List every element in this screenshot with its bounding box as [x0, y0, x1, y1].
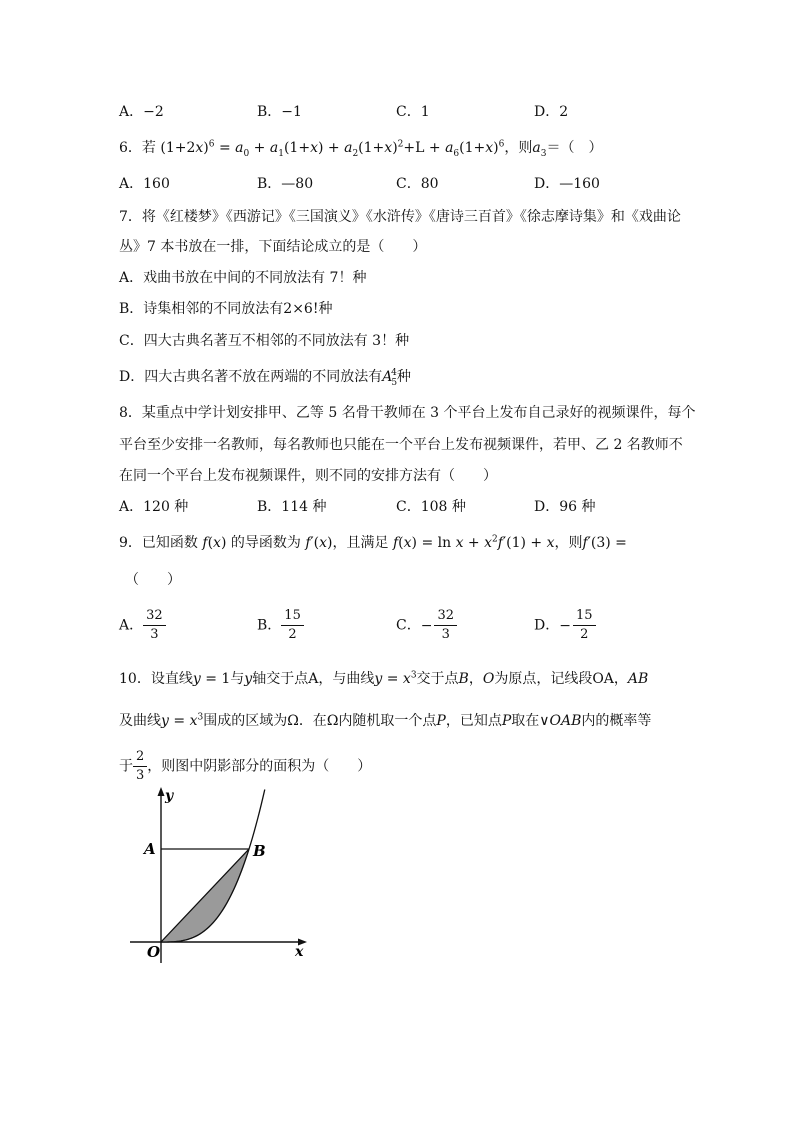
q9-option-b: B． $\frac{15}{2}$ — [257, 607, 304, 644]
q7-stem-line2: 丛》7 本书放在一排，下面结论成立的是（ ） — [119, 239, 427, 255]
q10-stem-line1: 10．设直线y = 1与y轴交于点A，与曲线$y = x^3$交于点B，O为原点，记线段OA，AB — [119, 670, 649, 687]
q6-option-b: B．—80 — [257, 176, 314, 192]
q8-option-c: C．108 种 — [396, 499, 466, 515]
y-axis-arrow — [158, 787, 165, 796]
q9-stem: 9．已知函数 f(x) 的导函数为 f′(x)，且满足 $f(x) = \ln x + x^2f'(1) + x$，则f′(3) = — [119, 534, 627, 551]
q9-option-a: A． $\frac{32}{3}$ — [119, 607, 166, 644]
q8-stem-line3: 在同一个平台上发布视频课件，则不同的安排方法有（ ） — [119, 468, 497, 484]
q9-blank: （ ） — [125, 572, 181, 588]
q7-option-d: D．四大古典名著不放在两端的不同放法有$A_5^4$种 — [119, 368, 411, 388]
label-o: O — [147, 943, 161, 961]
q7-stem-line1: 7．将《红楼梦》《西游记》《三国演义》《水浒传》《唐诗三百首》《徐志摩诗集》和《戏曲论 — [119, 209, 681, 225]
q8-stem-line1: 8．某重点中学计划安排甲、乙等 5 名骨干教师在 3 个平台上发布自己录好的视频课件，每个 — [119, 405, 696, 421]
label-b: B — [253, 842, 266, 860]
q5-option-d: D．2 — [534, 104, 569, 120]
q6-option-c: C．80 — [396, 176, 439, 192]
label-x: x — [295, 944, 304, 960]
q8-option-a: A．120 种 — [119, 499, 189, 515]
q8-option-b: B．114 种 — [257, 499, 327, 515]
q7-option-b: B．诗集相邻的不同放法有2×6!种 — [119, 301, 333, 317]
label-a: A — [144, 840, 156, 858]
label-y: y — [165, 788, 174, 804]
q5-option-b: B．−1 — [257, 104, 302, 120]
q5-option-a: A．−2 — [119, 104, 164, 120]
q7-option-c: C．四大古典名著互不相邻的不同放法有 3！种 — [119, 333, 410, 349]
q6-option-d: D．—160 — [534, 176, 600, 192]
q7-option-a: A．戏曲书放在中间的不同放法有 7！种 — [119, 270, 367, 286]
q5-option-c: C．1 — [396, 104, 430, 120]
q10-stem-line2: 及曲线$y = x^3$围成的区域为Ω．在Ω内随机取一个点P，已知点P取在∨OAB内的概率等 — [119, 712, 652, 729]
q6-stem: 6．若 $(1+2x)^6 = a_0 + a_1(1+x) + a_2(1+x)^2+L + a_6(1+x)^6$，则$a_3=$（ ） — [119, 139, 603, 159]
q8-stem-line2: 平台至少安排一名教师，每名教师也只能在一个平台上发布视频课件，若甲、乙 2 名教师不 — [119, 437, 683, 453]
q10-figure — [130, 785, 320, 965]
q9-option-d: D．− $\frac{15}{2}$ — [534, 607, 596, 644]
q9-option-c: C．− $\frac{32}{3}$ — [396, 607, 457, 644]
q6-option-a: A．160 — [119, 176, 170, 192]
q10-stem-line3: 于 $\frac{2}{3}$ ，则图中阴影部分的面积为（ ） — [119, 749, 372, 783]
q8-option-d: D．96 种 — [534, 499, 596, 515]
